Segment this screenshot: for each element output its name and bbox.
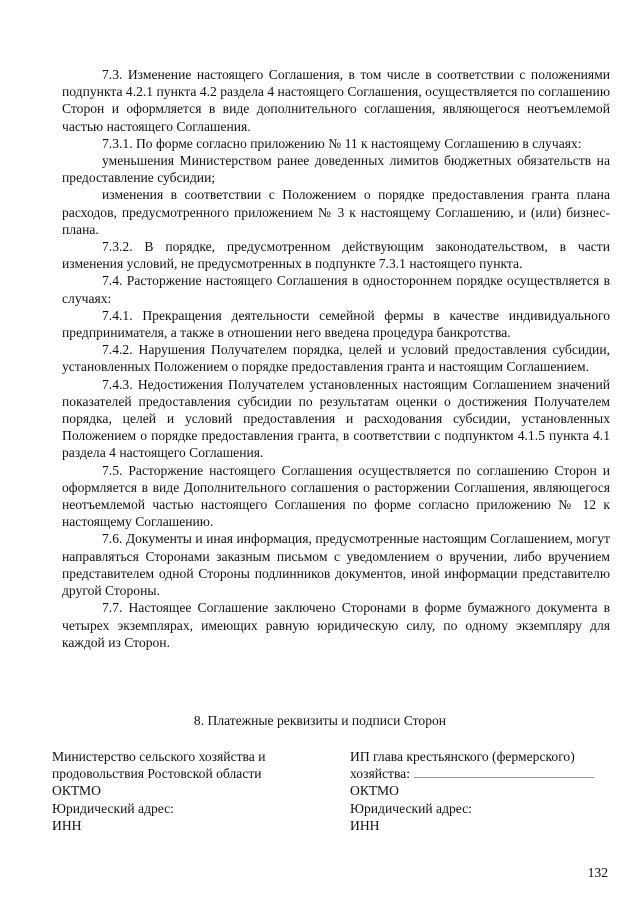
paragraph-7-3-1-case-b: изменения в соответствии с Положением о порядке предоставления гранта плана расходов, предусмотренного приложением № 3 к настоящему Соглашению, и (или) бизнес-плана.	[62, 187, 610, 237]
paragraph-7-3-2: 7.3.2. В порядке, предусмотренном действующим законодательством, в части изменения условий, не предусмотренных в подпункте 7.3.1 настоящего пункта.	[62, 239, 610, 272]
recipient-name-line2: хозяйства:	[350, 766, 410, 782]
recipient-address: Юридический адрес:	[350, 800, 472, 816]
section-heading: 8. Платежные реквизиты и подписи Сторон	[193, 713, 447, 728]
agreement-body	[62, 66, 610, 651]
ministry-name-line1: Министерство сельского хозяйства и	[52, 749, 266, 764]
ministry-requisites	[52, 748, 302, 834]
recipient-oktmo: ОКТМО	[350, 783, 399, 799]
paragraph-7-7: 7.7. Настоящее Соглашение заключено Сторонами в форме бумажного документа в четырех экземплярах, имеющих равную юридическую силу, по одному экземпляру для каждой из Сторон.	[62, 600, 610, 650]
paragraph-7-3-1-case-a: уменьшения Министерством ранее доведенных лимитов бюджетных обязательств на предоставление субсидии;	[62, 153, 610, 186]
recipient-name-blank	[414, 765, 594, 778]
recipient-name-line2-row	[350, 765, 610, 782]
paragraph-7-6: 7.6. Документы и иная информация, предусмотренные настоящим Соглашением, могут направляться Сторонами заказным письмом с уведомлением о вручении, либо вручением представителем одной Стороны подлинников документов, иной информации представителю другой Стороны.	[62, 531, 610, 599]
ministry-inn: ИНН	[52, 817, 82, 833]
recipient-name-line1: ИП глава крестьянского (фермерского)	[350, 749, 575, 764]
paragraph-7-4-2: 7.4.2. Нарушения Получателем порядка, целей и условий предоставления субсидии, установленных Положением о порядке предоставления гранта и настоящим Соглашением.	[62, 342, 610, 375]
paragraph-7-5: 7.5. Расторжение настоящего Соглашения осуществляется по соглашению Сторон и оформляется в виде Дополнительного соглашения о расторжении Соглашения, являющегося неотъемлемой частью настоящего Соглашения по форме согласно приложению № 12 к настоящему Соглашению.	[62, 462, 610, 530]
paragraph-7-4: 7.4. Расторжение настоящего Соглашения в одностороннем порядке осуществляется в случаях:	[62, 273, 610, 306]
ministry-address: Юридический адрес:	[52, 800, 174, 816]
page-number: 132	[587, 865, 608, 880]
paragraph-7-3-1: 7.3.1. По форме согласно приложению № 11 к настоящему Соглашению в случаях:	[102, 135, 582, 151]
ministry-name-line2: продовольствия Ростовской области	[52, 766, 262, 782]
recipient-requisites	[350, 748, 610, 834]
paragraph-7-3: 7.3. Изменение настоящего Соглашения, в том числе в соответствии с положениями подпункта 4.2.1 пункта 4.2 раздела 4 настоящего Соглашения, осуществляется по соглашению Сторон и оформляется в виде дополнительного соглашения, являющегося неотъемлемой частью настоящего Соглашения.	[62, 67, 610, 134]
ministry-oktmo: ОКТМО	[52, 783, 101, 799]
recipient-inn: ИНН	[350, 817, 380, 833]
paragraph-7-4-3: 7.4.3. Недостижения Получателем установленных настоящим Соглашением значений показателей предоставления субсидии по результатам оценки о достижения Получателем порядка, целей и условий предоставления и расходования субсидии, установленных Положением о порядке предоставления гранта, в соответствии с подпунктом 4.1.5 пункта 4.1 раздела 4 настоящего Соглашения.	[62, 376, 610, 461]
paragraph-7-4-1: 7.4.1. Прекращения деятельности семейной фермы в качестве индивидуального предпринимателя, а также в отношении него введена процедура банкротства.	[62, 307, 610, 341]
